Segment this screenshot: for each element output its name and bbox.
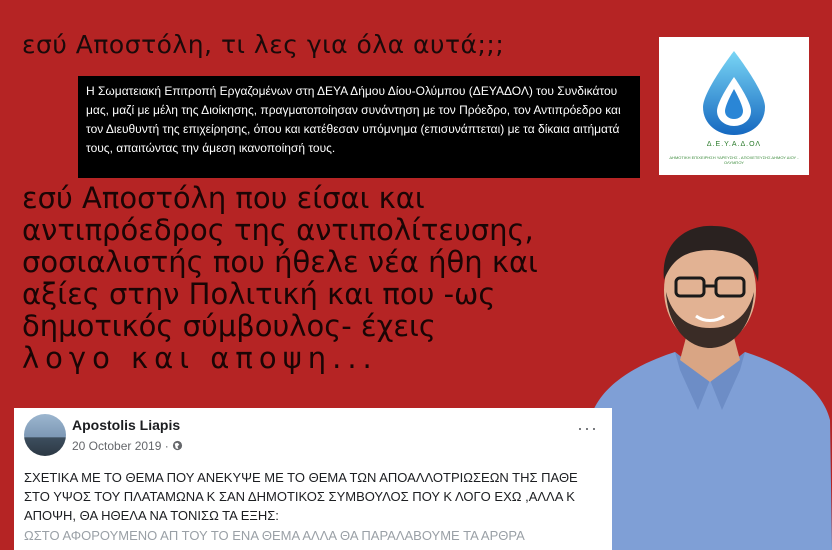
message-line: αξίες στην Πολιτική και που -ως (22, 277, 496, 311)
globe-icon (172, 439, 183, 453)
message-line: σοσιαλιστής που ήθελε νέα ήθη και (22, 245, 538, 279)
post-date (72, 439, 183, 453)
message-text (22, 182, 592, 374)
avatar[interactable] (24, 414, 66, 456)
logo-card (659, 37, 809, 175)
message-line: αντιπρόεδρος της αντιπολίτευσης, (22, 213, 534, 247)
logo-name: Δ.Ε.Υ.Α.Δ.ΟΛ (706, 141, 762, 148)
quote-text: Η Σωματειακή Επιτροπή Εργαζομένων στη ΔΕΥΑ Δήμου Δίου-Ολύμπου (ΔΕΥΑΔΟΛ) του Συνδικάτου μας, μαζί με μέλη της Διοίκησης, πραγματοποίησαν συνάντηση με τον Πρόεδρο, τον Αντιπρόεδρο και τον Διευθυντή της επιχείρησης, όπου και κατέθεσαν υπόμνημα (επισυνάπτεται) με τα δίκαια αιτήματά τους, απαιτώντας την άμεση ικανοποίησή τους. (86, 84, 621, 155)
water-drop-icon (699, 49, 769, 137)
post-body-faded: ΩΣΤΟ ΑΦΟΡΟΥΜΕΝΟ ΑΠ ΤΟΥ ΤΟ ΕΝΑ ΘΕΜΑ ΑΛΛΑ ΘΑ ΠΑΡΑΛΑΒΟΥΜΕ ΤΑ ΑΡΘΡΑ (24, 528, 525, 543)
message-line: εσύ Αποστόλη που είσαι και (22, 181, 425, 215)
headline: εσύ Αποστόλη, τι λες για όλα αυτά;;; (22, 30, 505, 59)
post-date-text[interactable]: 20 October 2019 · (72, 439, 169, 453)
post-body: ΣΧΕΤΙΚΑ ΜΕ ΤΟ ΘΕΜΑ ΠΟΥ ΑΝΕΚΥΨΕ ΜΕ ΤΟ ΘΕΜΑ ΤΩΝ ΑΠΟΑΛΛΟΤΡΙΩΣΕΩΝ ΤΗΣ ΠΑΘΕ ΣΤΟ ΥΨΟΣ ΤΟΥ ΠΛΑΤΑΜΩΝΑ Κ ΣΑΝ ΔΗΜΟΤΙΚΟΣ ΣΥΜΒΟΥΛΟΣ ΠΟΥ Κ ΛΟΓΟ ΕΧΩ ,ΑΛΛΑ Κ ΑΠΟΨΗ, ΘΑ ΗΘΕΛΑ ΝΑ ΤΟΝΙΣΩ ΤΑ ΕΞΗΣ: (24, 470, 578, 523)
message-line: δημοτικός σύμβουλος- έχεις (22, 309, 436, 343)
logo-subtitle: ΔΗΜΟΤΙΚΗ ΕΠΙΧΕΙΡΗΣΗ ΥΔΡΕΥΣΗΣ - ΑΠΟΧΕΤΕΥΣΗΣ ΔΗΜΟΥ ΔΙΟΥ - ΟΛΥΜΠΟΥ (669, 155, 799, 165)
person-photo (580, 220, 832, 550)
message-last-line: λογο και αποψη... (22, 341, 378, 375)
post-author[interactable]: Apostolis Liapis (72, 417, 181, 433)
quote-box (78, 76, 640, 178)
facebook-post (14, 408, 612, 550)
more-options-button[interactable]: ··· (577, 418, 598, 438)
